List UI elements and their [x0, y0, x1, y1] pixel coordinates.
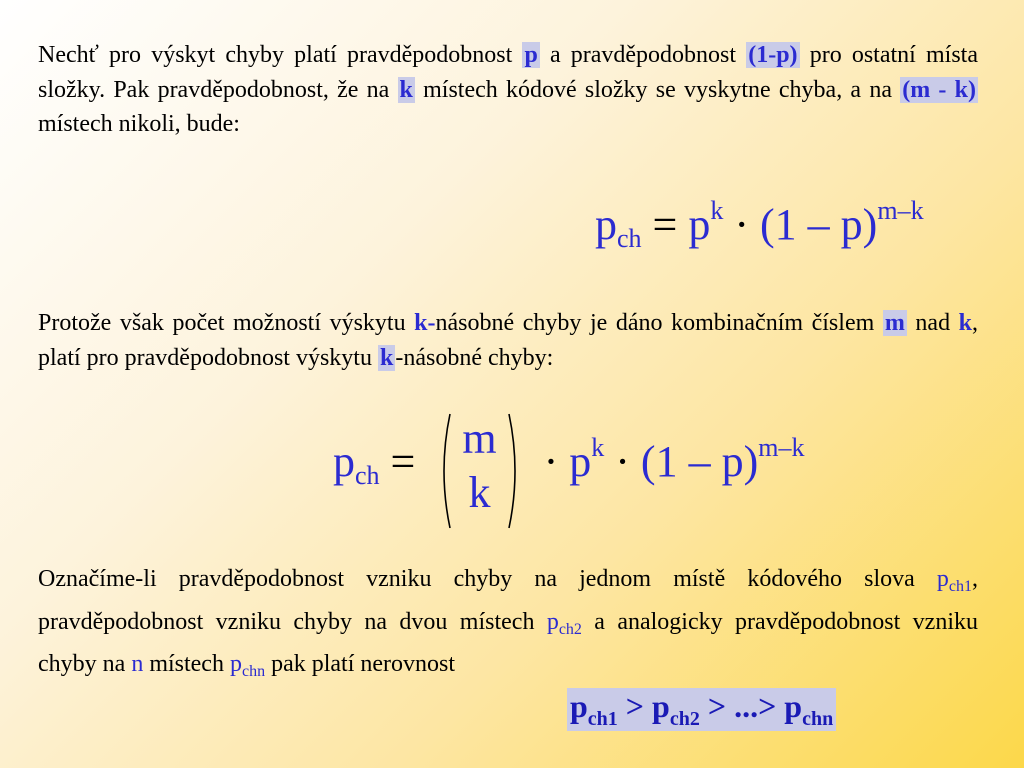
eq1-lhs: p	[595, 200, 617, 249]
p-chn-sub: chn	[241, 663, 266, 681]
text: pak platí nerovnost	[265, 651, 456, 678]
text: místech kódové složky se vyskytne chyba, a na	[414, 76, 901, 103]
p-ch2-sub: ch2	[558, 620, 582, 638]
ineq-gt: >	[617, 688, 653, 724]
right-paren	[507, 412, 523, 530]
highlight-k: k	[399, 76, 413, 103]
eq2-equals: =	[390, 437, 416, 487]
text: , pravděpodobnost vzniku chyby na dvou místech	[38, 566, 978, 635]
text: Protože však počet možností výskytu	[38, 310, 415, 336]
eq2-paren: (1 – p)	[640, 437, 759, 487]
eq1-paren: (1 – p)	[760, 200, 878, 249]
highlight-one-minus-p: (1-p)	[748, 42, 798, 68]
highlight-k: k	[379, 344, 394, 371]
text: pro ostatní místa složky. Pak pravděpodobnost, že na	[38, 42, 978, 103]
binomial-coefficient	[436, 412, 522, 520]
bold-k: k-	[414, 310, 436, 336]
highlight-m-minus-k: (m - k)	[902, 76, 976, 103]
ineq-c: p	[784, 688, 803, 724]
eq1-equals: =	[652, 200, 678, 249]
ineq-c-sub: chn	[802, 708, 834, 730]
binom-top: m	[462, 414, 497, 463]
eq2-paren-exp: m–k	[758, 433, 805, 463]
ineq-a: p	[570, 688, 588, 724]
p-ch1: p	[936, 566, 949, 592]
eq2-p: p	[569, 437, 592, 487]
p-chn: p	[229, 651, 242, 678]
bold-k: k	[958, 310, 973, 336]
equation-1	[595, 196, 924, 254]
inequality	[567, 688, 836, 731]
p-ch2: p	[546, 608, 559, 635]
text: a pravděpodobnost	[539, 42, 747, 68]
eq2-lhs: p	[333, 437, 355, 487]
eq1-lhs-sub: ch	[617, 224, 642, 253]
text: místech nikoli, bude:	[38, 111, 240, 138]
paragraph-1	[38, 38, 978, 142]
text: násobné chyby je dáno kombinačním číslem	[435, 310, 883, 336]
text: nad	[906, 310, 959, 336]
eq2-dot: ·	[543, 437, 559, 487]
ineq-gt-ellipsis: > ...>	[699, 688, 785, 724]
ineq-a-sub: ch1	[587, 708, 618, 730]
p-ch1-sub: ch1	[948, 578, 972, 595]
text: místech	[143, 651, 230, 678]
ineq-b: p	[652, 688, 670, 724]
text: a analogicky pravděpodobnost vzniku chyby na	[38, 608, 979, 678]
paragraph-3	[38, 562, 978, 690]
n-var: n	[131, 651, 144, 678]
ineq-b-sub: ch2	[669, 708, 700, 730]
eq1-p: p	[688, 200, 711, 249]
highlight-p: p	[524, 42, 538, 68]
binom-bottom: k	[468, 468, 491, 517]
text: Označíme-li pravděpodobnost vzniku chyby na jednom místě kódového slova	[38, 566, 937, 592]
eq2-p-exp: k	[591, 433, 605, 463]
eq2-dot: ·	[615, 437, 630, 487]
eq2-lhs-sub: ch	[355, 461, 380, 491]
text: , platí pro pravděpodobnost výskytu	[38, 310, 979, 371]
left-paren	[436, 412, 452, 530]
text: Nechť pro výskyt chyby platí pravděpodobnost	[38, 42, 523, 68]
eq1-dot: ·	[734, 200, 750, 249]
equation-2	[333, 412, 804, 520]
eq1-p-exp: k	[710, 196, 724, 225]
paragraph-2	[38, 306, 978, 375]
eq1-paren-exp: m–k	[877, 196, 924, 225]
text: -násobné chyby:	[395, 344, 554, 371]
highlight-m: m	[884, 310, 905, 336]
